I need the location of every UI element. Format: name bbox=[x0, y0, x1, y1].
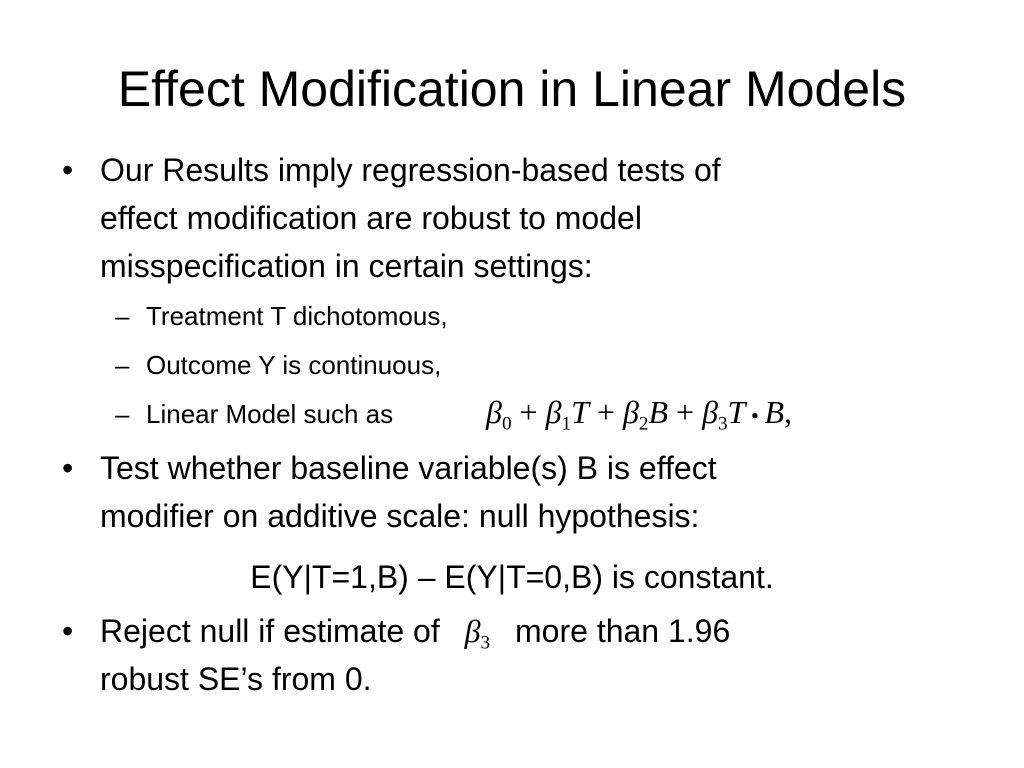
reject-text-end: more than 1.96 bbox=[515, 613, 731, 649]
subscript: 3 bbox=[718, 413, 728, 435]
variable-t: T bbox=[571, 394, 589, 430]
beta-symbol: β bbox=[622, 394, 639, 430]
beta-symbol: β bbox=[545, 394, 562, 430]
plus-sign: + bbox=[676, 394, 695, 430]
dash-marker: – bbox=[115, 301, 130, 331]
dash-marker: – bbox=[115, 399, 130, 429]
bullet-line: Our Results imply regression-based tests of bbox=[100, 152, 721, 188]
bullet-line: Test whether baseline variable(s) B is effect bbox=[100, 450, 717, 486]
dash-marker: – bbox=[115, 350, 130, 380]
beta-3-symbol bbox=[449, 613, 507, 654]
bullet-marker: • bbox=[62, 152, 74, 188]
bullet-line: effect modification are robust to model bbox=[100, 200, 642, 236]
bullet-marker: • bbox=[62, 613, 74, 649]
subitem-text: Outcome Y is continuous, bbox=[146, 350, 442, 380]
variable-t: T bbox=[727, 394, 746, 430]
beta-symbol: β bbox=[464, 613, 481, 649]
beta-symbol: β bbox=[702, 394, 719, 430]
bullet-line: misspecification in certain settings: bbox=[100, 248, 593, 284]
subscript: 0 bbox=[501, 413, 512, 435]
subitem-text: Treatment T dichotomous, bbox=[146, 301, 448, 331]
product-dot: • bbox=[751, 403, 759, 428]
slide-title: Effect Modification in Linear Models bbox=[117, 61, 907, 117]
subitem-text: Linear Model such as bbox=[146, 399, 394, 429]
subscript: 1 bbox=[561, 413, 572, 435]
variable-b: B bbox=[648, 394, 669, 430]
subscript: 3 bbox=[480, 632, 491, 654]
reject-text-start: Reject null if estimate of bbox=[100, 613, 440, 649]
linear-model-formula bbox=[486, 392, 792, 445]
plus-sign: + bbox=[519, 394, 538, 430]
formula-comma: , bbox=[783, 394, 792, 430]
beta-symbol: β bbox=[486, 394, 502, 430]
plus-sign: + bbox=[596, 394, 615, 430]
bullet-marker: • bbox=[62, 450, 74, 486]
bullet-line: modifier on additive scale: null hypothesis: bbox=[100, 498, 700, 534]
subscript: 2 bbox=[638, 413, 649, 435]
null-hypothesis-statement: E(Y|T=1,B) – E(Y|T=0,B) is constant. bbox=[250, 559, 774, 595]
variable-b: B bbox=[764, 394, 784, 430]
bullet-line: robust SE’s from 0. bbox=[100, 661, 372, 697]
